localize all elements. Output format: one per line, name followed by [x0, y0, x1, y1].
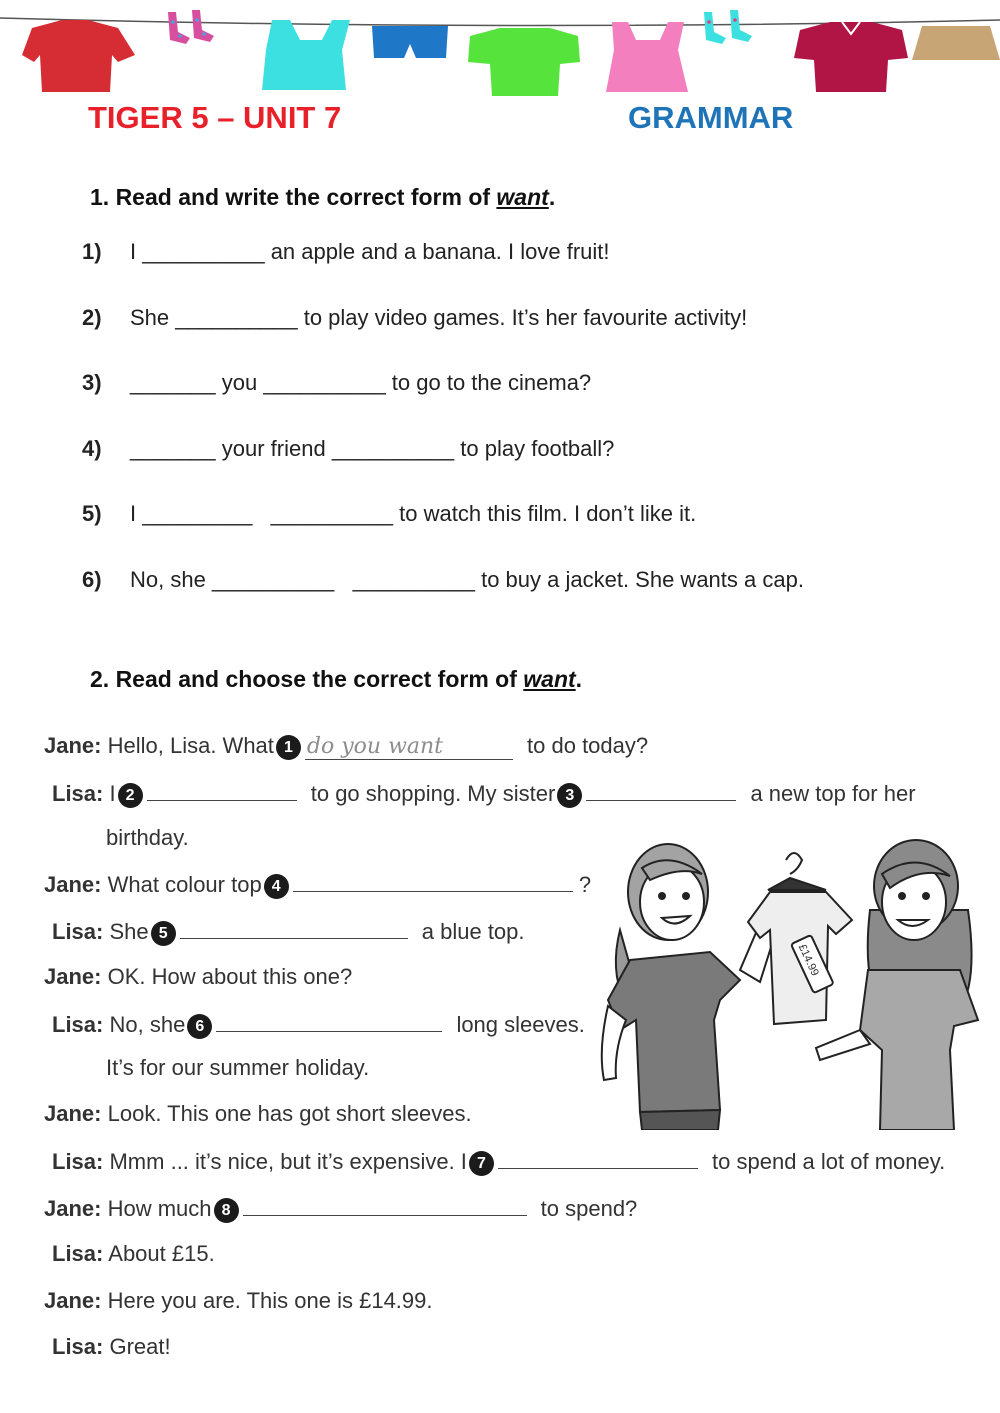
unit-title: TIGER 5 – UNIT 7	[88, 100, 342, 135]
speaker-lisa: Lisa:	[52, 1241, 104, 1266]
dialogue-line: Jane: Hello, Lisa. What 1 do you want to do today?	[44, 733, 649, 759]
number-badge: 5	[151, 921, 176, 946]
speaker-lisa: Lisa:	[52, 781, 104, 806]
speaker-jane: Jane:	[44, 1288, 102, 1313]
exercise1-heading: 1. Read and write the correct form of want.	[90, 184, 556, 210]
number-badge: 7	[469, 1151, 494, 1176]
exercise1-item: 5) I _________ __________ to watch this film. I don’t like it.	[82, 501, 697, 526]
section-title: GRAMMAR	[628, 100, 794, 135]
answer-blank[interactable]	[243, 1195, 527, 1216]
number-badge: 4	[264, 874, 289, 899]
girl-right	[816, 840, 978, 1130]
speaker-jane: Jane:	[44, 733, 102, 758]
number-badge: 8	[214, 1198, 239, 1223]
answer-blank[interactable]	[293, 871, 573, 892]
speaker-lisa: Lisa:	[52, 1012, 104, 1037]
number-badge: 3	[557, 783, 582, 808]
number-badge: 6	[187, 1014, 212, 1039]
blue-shorts	[372, 26, 448, 58]
dialogue-line: It’s for our summer holiday.	[106, 1055, 370, 1080]
number-badge: 1	[276, 735, 301, 760]
exercise1-item: 1) I __________ an apple and a banana. I love fruit!	[82, 239, 610, 264]
answer-blank[interactable]	[586, 780, 736, 801]
number-badge: 2	[118, 783, 143, 808]
dialogue-line: birthday.	[106, 825, 189, 850]
speaker-jane: Jane:	[44, 964, 102, 989]
dialogue-line: Jane: OK. How about this one?	[44, 964, 353, 989]
cyan-socks	[704, 10, 752, 44]
speaker-jane: Jane:	[44, 1196, 102, 1221]
dialogue-line: Lisa: I 2 to go shopping. My sister 3 a new top for her	[52, 781, 916, 806]
dialogue-line: Jane: Here you are. This one is £14.99.	[44, 1288, 433, 1313]
speaker-jane: Jane:	[44, 1101, 102, 1126]
example-answer: do you want	[305, 734, 513, 760]
dialogue-line: Lisa: She 5 a blue top.	[52, 919, 525, 944]
girls-illustration	[590, 830, 980, 1130]
clothesline-illustration	[0, 0, 1000, 100]
speaker-lisa: Lisa:	[52, 1334, 104, 1359]
green-tshirt	[468, 28, 580, 96]
speaker-lisa: Lisa:	[52, 919, 104, 944]
exercise1-item: 6) No, she __________ __________ to buy a jacket. She wants a cap.	[82, 567, 804, 592]
dialogue-line: Lisa: No, she 6 long sleeves.	[52, 1012, 585, 1037]
dialogue-line: Lisa: About £15.	[52, 1241, 215, 1266]
answer-blank[interactable]	[180, 918, 408, 939]
answer-blank[interactable]	[498, 1148, 698, 1169]
red-tshirt	[22, 20, 135, 92]
answer-blank[interactable]	[216, 1011, 442, 1032]
exercise1-item: 3) _______ you __________ to go to the cinema?	[82, 370, 592, 395]
answer-blank[interactable]	[147, 780, 297, 801]
pink-tanktop	[606, 22, 688, 92]
exercise1-item: 2) She __________ to play video games. It’s her favourite activity!	[82, 305, 748, 330]
tan-skirt	[912, 26, 1000, 60]
exercise1-item: 4) _______ your friend __________ to play football?	[82, 436, 615, 461]
dialogue-line: Jane: Look. This one has got short sleeves.	[44, 1101, 472, 1126]
speaker-lisa: Lisa:	[52, 1149, 104, 1174]
exercise2-heading: 2. Read and choose the correct form of want.	[90, 666, 583, 692]
dialogue-line: Lisa: Mmm ... it’s nice, but it’s expensive. I 7 to spend a lot of money.	[52, 1149, 946, 1174]
girl-left	[602, 844, 784, 1130]
cyan-tanktop	[262, 20, 350, 90]
dialogue-line: Jane: What colour top 4 ?	[44, 872, 592, 897]
speaker-jane: Jane:	[44, 872, 102, 897]
pink-socks	[168, 10, 214, 44]
svg-text:£14.99: £14.99	[795, 942, 821, 978]
dialogue-line: Jane: How much 8 to spend?	[44, 1196, 638, 1221]
dialogue-line: Lisa: Great!	[52, 1334, 171, 1359]
